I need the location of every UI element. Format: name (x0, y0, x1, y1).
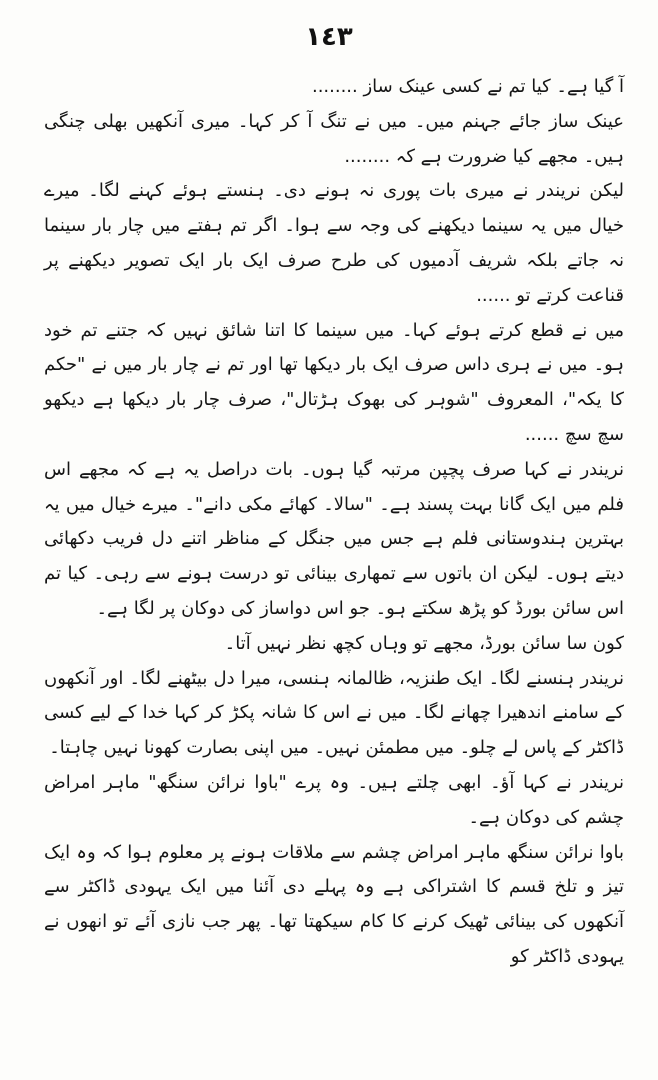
paragraph: لیکن نریندر نے میری بات پوری نہ ہونے دی۔ ہنستے ہوئے کہنے لگا۔ میرے خیال میں یہ سینما دیکھنے کی وجہ سے ہوا۔ اگر تم ہفتے میں چار بار سینما نہ جاتے بلکہ شریف آدمیوں کی طرح صرف ایک بار ایک تصویر دیکھنے پر قناعت کرتے تو ...... (44, 180, 624, 306)
page-number: ١٤٣ (305, 22, 353, 52)
paragraph: نریندر نے کہا صرف پچپن مرتبہ گیا ہوں۔ بات دراصل یہ ہے کہ مجھے اس فلم میں ایک گانا بہت پسند ہے۔ "سالا۔ کھائے مکی دانے"۔ میرے خیال میں یہ بہترین ہندوستانی فلم ہے جس میں جنگل کے مناظر اتنے دل فریب دکھائی دیتے ہوں۔ لیکن ان باتوں سے تمھاری بینائی تو درست ہونے سے رہی۔ کیا تم اس سائن بورڈ کو پڑھ سکتے ہو۔ جو اس دواساز کی دوکان پر لگا ہے۔ (44, 458, 624, 619)
paragraph: کون سا سائن بورڈ، مجھے تو وہاں کچھ نظر نہیں آتا۔ (224, 632, 624, 654)
paragraph: آ گیا ہے۔ کیا تم نے کسی عینک ساز ........ (311, 76, 624, 97)
paragraph: نریندر نے کہا آؤ۔ ابھی چلتے ہیں۔ وہ پرے "باوا نرائن سنگھ" ماہر امراض چشم کی دوکان ہے۔ (44, 771, 624, 828)
paragraph: میں نے قطع کرتے ہوئے کہا۔ میں سینما کا اتنا شائق نہیں کہ جتنے تم خود ہو۔ میں نے ہری داس صرف ایک بار دیکھا تھا اور تم نے چار بار میں نے "حکم کا یکہ"، المعروف "شوہر کی بھوک ہڑتال"، صرف چار بار دیکھا ہے دیکھو سچ سچ ...... (44, 319, 624, 445)
paragraph: باوا نرائن سنگھ ماہر امراض چشم سے ملاقات ہونے پر معلوم ہوا کہ وہ ایک تیز و تلخ قسم کا اشتراکی ہے وہ پہلے دی آئنا میں ایک یہودی ڈاکٹر سے آنکھوں کی بینائی ٹھیک کرنے کا کام سیکھتا تھا۔ پھر جب نازی آئے تو انھوں نے یہودی ڈاکٹر کو (44, 841, 624, 967)
paragraph: نریندر ہنسنے لگا۔ ایک طنزیہ، ظالمانہ ہنسی، میرا دل بیٹھنے لگا۔ اور آنکھوں کے سامنے اندھیرا چھانے لگا۔ میں نے اس کا شانہ پکڑ کر کہا خدا کے لیے کسی ڈاکٹر کے پاس لے چلو۔ میں مطمئن نہیں۔ میں اپنی بصارت کھونا نہیں چاہتا۔ (44, 667, 624, 759)
page-body (44, 70, 624, 975)
paragraph: عینک ساز جائے جہنم میں۔ میں نے تنگ آ کر کہا۔ میری آنکھیں بھلی چنگی ہیں۔ مجھے کیا ضرورت ہے کہ ........ (44, 110, 624, 167)
